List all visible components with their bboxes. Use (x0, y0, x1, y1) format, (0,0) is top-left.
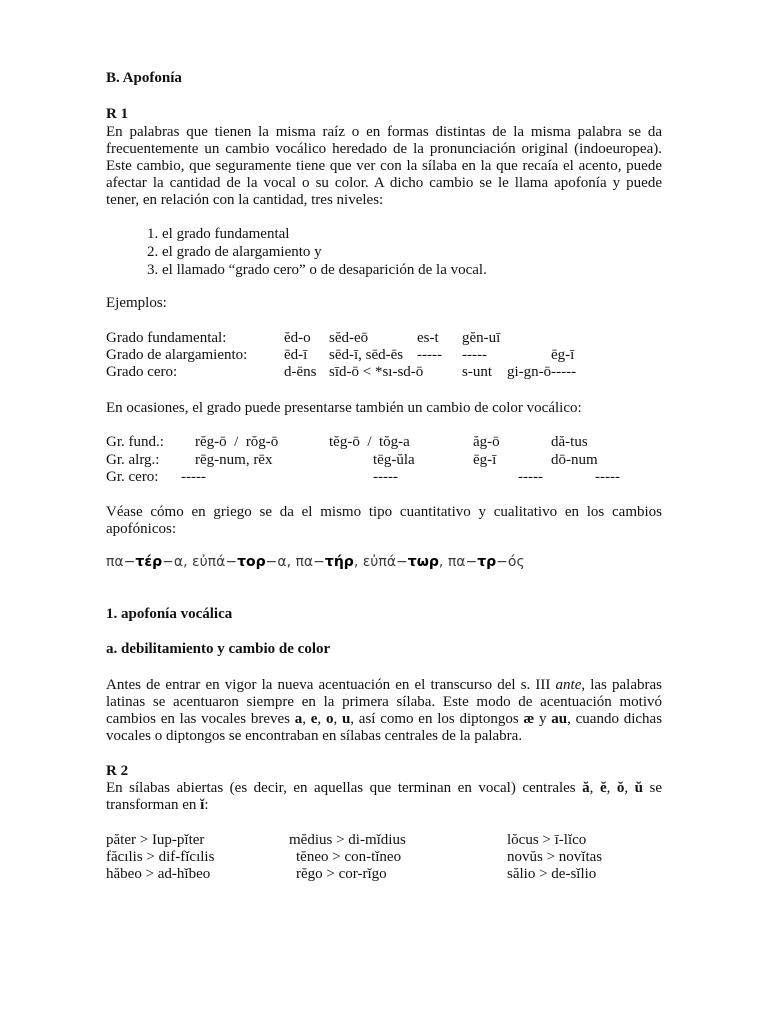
text-run: Véase cómo en griego se da el mismo tipo cuantitativo y cualitativo en los cambios (106, 504, 662, 520)
table-cell: novŭs > novĭtas (507, 849, 603, 865)
text-line (106, 797, 662, 814)
row-label: Grado fundamental: (106, 330, 227, 346)
text-line (106, 677, 662, 694)
text-run: , (317, 711, 326, 727)
table-cell: tĕneo > con-tĭneo (296, 849, 402, 865)
text-line (106, 504, 662, 521)
italic-text: ante (555, 677, 582, 693)
text-run: : (204, 797, 209, 813)
table-cell: sĕd-eō (329, 330, 369, 346)
text-run: , (606, 780, 617, 796)
text-line (106, 780, 662, 797)
text-line (106, 141, 662, 158)
text-run: En palabras que tienen la misma raíz o en formas distintas de la misma palabra se da (106, 124, 662, 140)
table-cell: gi-gn-ō----- (507, 364, 577, 380)
text-run: En sílabas abiertas (es decir, en aquellas que terminan en vocal) centrales (106, 780, 583, 796)
color-intro: En ocasiones, el grado puede presentarse también un cambio de color vocálico: (106, 400, 582, 416)
levels-list (147, 225, 647, 279)
bold-text: e (310, 711, 318, 727)
table-cell: rĕg-ō / rŏg-ō (195, 434, 279, 450)
row-label: Gr. fund.: (106, 434, 164, 450)
table-cell: sălio > de-sĭlio (507, 866, 597, 882)
text-run: se (643, 780, 663, 796)
table-cell: ----- (518, 469, 543, 485)
text-run: vocales o diptongos se encontraban en sílabas centrales de la palabra. (106, 728, 523, 744)
table-row (0, 452, 768, 469)
table-cell: ēg-ī (551, 347, 575, 363)
text-run: latinas se acentuaron siempre en la primera sílaba. Este modo de acentuación motivó (106, 694, 662, 710)
bold-text: au (551, 711, 568, 727)
text-run: −ός (496, 554, 525, 570)
table-row (0, 347, 768, 364)
table-cell: sēd-ī, sēd-ēs (329, 347, 404, 363)
text-run: Antes de entrar en vigor la nueva acentuación en el transcurso del s. III (106, 677, 556, 693)
row-label: Grado cero: (106, 364, 178, 380)
table-cell: es-t (417, 330, 439, 346)
text-line (106, 728, 662, 745)
text-line (106, 711, 662, 728)
table-cell: ----- (373, 469, 398, 485)
bold-text: τρ (477, 554, 497, 570)
bold-text: ŭ (634, 780, 644, 796)
text-run: , εὐπά− (353, 554, 408, 570)
rule-label-r1: R 1 (106, 106, 129, 122)
table-cell: ----- (462, 347, 487, 363)
bold-text: τέρ (135, 554, 163, 570)
text-line (106, 554, 662, 571)
examples-label: Ejemplos: (106, 295, 167, 311)
text-run: afectar la cantidad de la vocal o su color. A dicho cambio se le llama apofonía y puede (106, 175, 662, 191)
table-row (0, 849, 768, 866)
table-cell: tĕg-ō / tŏg-a (329, 434, 410, 450)
text-run: , así como en los diptongos (350, 711, 524, 727)
row-label: Gr. alrg.: (106, 452, 160, 468)
table-row (0, 364, 768, 381)
text-run: −α, εὐπά− (162, 554, 238, 570)
bold-text: ĕ (599, 780, 607, 796)
subheading-debilitamiento: a. debilitamiento y cambio de color (106, 641, 331, 657)
text-run: , (302, 711, 311, 727)
table-cell: ----- (417, 347, 442, 363)
table-cell: d-ēns (284, 364, 317, 380)
table-cell: hăbeo > ad-hĭbeo (106, 866, 211, 882)
table-cell: ēg-ī (473, 452, 497, 468)
table-cell: ĕd-o (284, 330, 311, 346)
table-cell: tēg-ŭla (373, 452, 415, 468)
table-cell: dō-num (551, 452, 598, 468)
bold-text: τήρ (324, 554, 354, 570)
text-line (106, 694, 662, 711)
bold-text: u (341, 711, 351, 727)
table-cell: rēg-num, rēx (195, 452, 273, 468)
bold-text: τωρ (407, 554, 439, 570)
table-cell: rĕgo > cor-rĭgo (296, 866, 387, 882)
rule-label-r2: R 2 (106, 763, 129, 779)
text-run: , πα− (438, 554, 478, 570)
row-label: Grado de alargamiento: (106, 347, 248, 363)
table-cell: ----- (595, 469, 620, 485)
table-cell: dă-tus (551, 434, 588, 450)
text-run: πα− (106, 554, 136, 570)
text-run: , cuando dichas (567, 711, 663, 727)
bold-text: ŏ (616, 780, 625, 796)
text-run: apofónicos: (106, 521, 176, 537)
table-row (0, 469, 768, 486)
table-cell: mĕdius > di-mĭdius (289, 832, 406, 848)
text-line (106, 521, 662, 538)
text-run: , las palabras (581, 677, 662, 693)
text-line (106, 158, 662, 175)
text-run: cambios en las vocales breves (106, 711, 295, 727)
table-cell: lŏcus > ī-lĭco (507, 832, 587, 848)
table-cell: făcılis > dif-fĭcılis (106, 849, 215, 865)
table-row (0, 330, 768, 347)
text-run: −α, πα− (265, 554, 325, 570)
table-row (0, 434, 768, 451)
table-cell: ăg-ō (473, 434, 500, 450)
text-run: , (589, 780, 600, 796)
table-cell: păter > Iup-pĭter (106, 832, 205, 848)
text-run: Este cambio, que seguramente tiene que ver con la sílaba en la que recaía el acento, puede (106, 158, 662, 174)
table-cell: sīd-ō < *sı-sd-ō (329, 364, 424, 380)
bold-text: æ (523, 711, 535, 727)
text-run: , (624, 780, 635, 796)
table-row (0, 832, 768, 849)
text-line (106, 175, 662, 192)
subheading-apofonia-vocalica: 1. apofonía vocálica (106, 606, 233, 622)
text-run: transforman en (106, 797, 201, 813)
table-cell: gĕn-uī (462, 330, 501, 346)
section-heading: B. Apofonía (106, 70, 182, 86)
list-item: 3. el llamado “grado cero” o de desaparición de la vocal. (147, 262, 487, 278)
greek-example (106, 554, 662, 571)
list-item: 2. el grado de alargamiento y (147, 244, 322, 260)
paragraph-antes (106, 677, 662, 745)
bold-text: ă (582, 780, 590, 796)
table-cell: ----- (181, 469, 206, 485)
text-run: , (333, 711, 342, 727)
bold-text: ĭ (200, 797, 205, 813)
table-row (0, 866, 768, 883)
bold-text: a (294, 711, 303, 727)
list-item: 1. el grado fundamental (147, 226, 290, 242)
text-run: tener, en relación con la cantidad, tres niveles: (106, 192, 384, 208)
greek-intro-paragraph (106, 504, 662, 538)
bold-text: o (325, 711, 334, 727)
text-run: frecuentemente un cambio vocálico heredado de la pronunciación original (indoeuropea). (106, 141, 662, 157)
table-cell: s-unt (462, 364, 492, 380)
bold-text: τορ (237, 554, 266, 570)
table-cell: ēd-ī (284, 347, 308, 363)
paragraph-r1 (106, 124, 662, 209)
row-label: Gr. cero: (106, 469, 159, 485)
paragraph-r2 (106, 780, 662, 814)
text-run: y (534, 711, 552, 727)
text-line (106, 192, 662, 209)
text-line (106, 124, 662, 141)
